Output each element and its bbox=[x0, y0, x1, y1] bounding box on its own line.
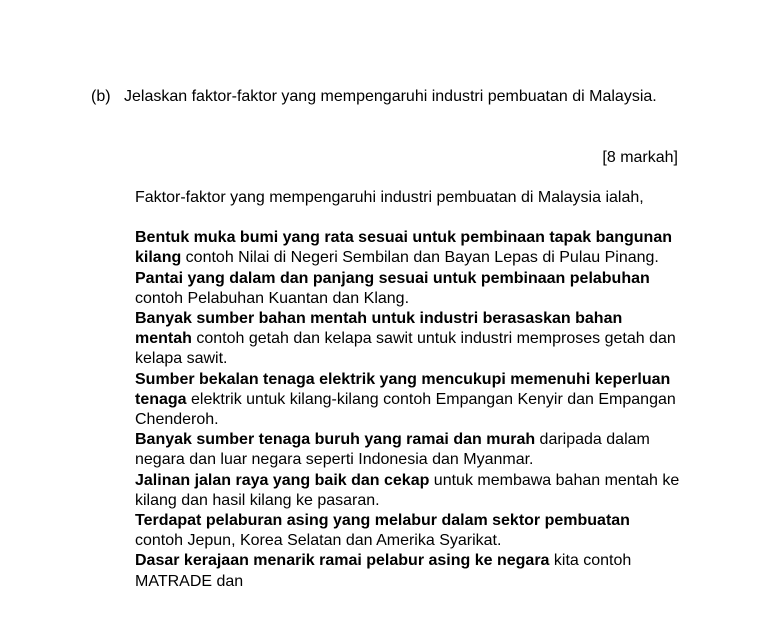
question bbox=[91, 87, 691, 107]
question-text: Jelaskan faktor-faktor yang mempengaruhi industri pembuatan di Malaysia. bbox=[124, 88, 657, 105]
factor-item bbox=[135, 551, 680, 591]
answer-section bbox=[135, 188, 680, 592]
factor-detail: contoh Nilai di Negeri Sembilan dan Bayan Lepas di Pulau Pinang. bbox=[181, 249, 659, 267]
marks-allocation: [8 markah] bbox=[602, 149, 678, 166]
factor-item bbox=[135, 430, 680, 470]
factor-item bbox=[135, 228, 680, 268]
factor-heading: Bentuk muka bumi yang rata sesuai untuk pembinaan tapak bangunan kilang bbox=[135, 229, 672, 267]
factor-heading: Jalinan jalan raya yang baik dan cekap bbox=[135, 471, 430, 489]
factor-detail: daripada dalam negara dan luar negara seperti Indonesia dan Myanmar. bbox=[135, 431, 650, 469]
factor-heading: Dasar kerajaan menarik ramai pelabur asing ke negara bbox=[135, 552, 550, 570]
answer-intro: Faktor-faktor yang mempengaruhi industri pembuatan di Malaysia ialah, bbox=[135, 189, 644, 206]
factor-detail: contoh Jepun, Korea Selatan dan Amerika Syarikat. bbox=[135, 532, 502, 550]
factor-item bbox=[135, 370, 680, 431]
factor-heading: Banyak sumber tenaga buruh yang ramai dan murah bbox=[135, 431, 536, 449]
factor-heading: Banyak sumber bahan mentah untuk industri berasaskan bahan mentah bbox=[135, 310, 623, 348]
factor-heading: Terdapat pelaburan asing yang melabur dalam sektor pembuatan bbox=[135, 512, 630, 530]
factor-detail: kita contoh MATRADE dan bbox=[135, 552, 632, 590]
factor-detail: untuk membawa bahan mentah ke kilang dan hasil kilang ke pasaran. bbox=[135, 471, 680, 509]
factor-item bbox=[135, 471, 680, 511]
factor-heading: Pantai yang dalam dan panjang sesuai untuk pembinaan pelabuhan bbox=[135, 269, 650, 287]
factor-detail: contoh getah dan kelapa sawit untuk industri memproses getah dan kelapa sawit. bbox=[135, 330, 676, 368]
factor-item bbox=[135, 511, 680, 551]
factor-heading: Sumber bekalan tenaga elektrik yang mencukupi memenuhi keperluan tenaga bbox=[135, 370, 671, 408]
question-label: (b) bbox=[91, 88, 111, 105]
factor-detail: elektrik untuk kilang-kilang contoh Empangan Kenyir dan Empangan Chenderoh. bbox=[135, 390, 676, 429]
factor-detail: contoh Pelabuhan Kuantan dan Klang. bbox=[135, 289, 410, 307]
factor-item bbox=[135, 269, 680, 309]
factor-item bbox=[135, 309, 680, 370]
